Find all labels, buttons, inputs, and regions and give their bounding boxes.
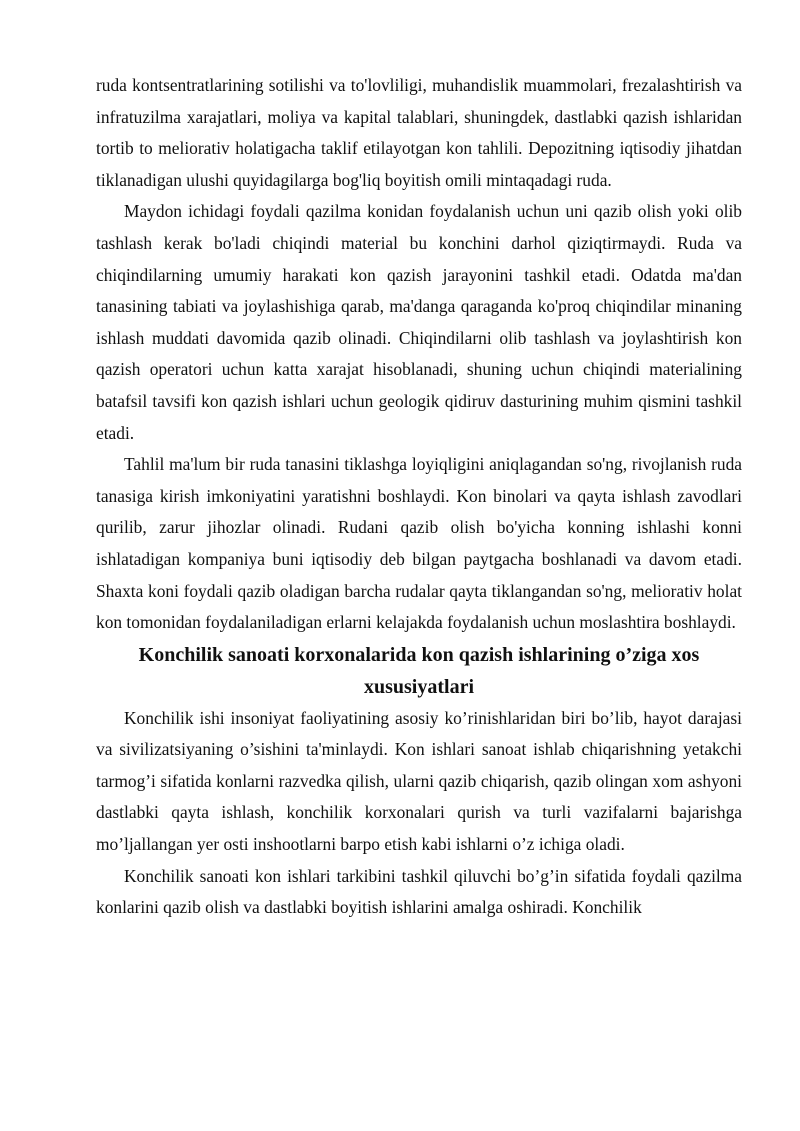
section-heading: Konchilik sanoati korxonalarida kon qazish ishlarining o’ziga xos xususiyatlari: [138, 643, 700, 698]
paragraph-2: Maydon ichidagi foydali qazilma konidan foydalanish uchun uni qazib olish yoki olib tashlash kerak bo'ladi chiqindi material bu konchini darhol qiziqtirmaydi. Ruda va chiqindilarning umumiy harakati kon qazish jarayonini tashkil etadi. Odatda ma'dan tanasining tabiati va joylashishiga qarab, ma'danga qaraganda ko'proq chiqindilar minaning ishlash muddati davomida qazib olinadi. Chiqindilarni olib tashlash va joylashtirish kon qazish operatori uchun katta xarajat hisoblanadi, shuning uchun chiqindi materialining batafsil tavsifi kon qazish ishlari uchun geologik qidiruv dasturining muhim qismini tashkil etadi.: [96, 201, 742, 443]
paragraph-3: Tahlil ma'lum bir ruda tanasini tiklashga loyiqligini aniqlagandan so'ng, rivojlanish ruda tanasiga kirish imkoniyatini yaratishni boshlaydi. Kon binolari va qayta ishlash zavodlari qurilib, zarur jihozlar olinadi. Rudani qazib olish bo'yicha konning ishlashi konni ishlatadigan kompaniya buni iqtisodiy deb bilgan paytgacha boshlanadi va davom etadi. Shaxta koni foydali qazib oladigan barcha rudalar qayta tiklangandan so'ng, meliorativ holat kon tomonidan foydalaniladigan erlarni kelajakda foydalanish uchun moslashtira boshlaydi.: [96, 454, 742, 633]
paragraph-4: Konchilik ishi insoniyat faoliyatining asosiy ko’rinishlaridan biri bo’lib, hayot darajasi va sivilizatsiyaning o’sishini ta'minlaydi. Kon ishlari sanoat ishlab chiqarishning yetakchi tarmog’i sifatida konlarni razvedka qilish, ularni qazib chiqarish, qazib olingan xom ashyoni dastlabki qayta ishlash, konchilik korxonalari qurish va turli vazifalarni bajarishga mo’ljallangan yer osti inshootlarni barpo etish kabi ishlarni o’z ichiga oladi.: [96, 707, 742, 855]
document-page: [96, 70, 742, 924]
paragraph-1: ruda kontsentratlarining sotilishi va to'lovliligi, muhandislik muammolari, frezalashtirish va infratuzilma xarajatlari, moliya va kapital talablari, shuningdek, dastlabki qazish ishlaridan tortib to meliorativ holatigacha taklif etilayotgan kon tahlili. Depozitning iqtisodiy jihatdan tiklanadigan ulushi quyidagilarga bog'liq boyitish omili mintaqadagi ruda.: [96, 75, 742, 190]
paragraph-5: Konchilik sanoati kon ishlari tarkibini tashkil qiluvchi bo’g’in sifatida foydali qazilma konlarini qazib olish va dastlabki boyitish ishlarini amalga oshiradi. Konchilik: [96, 865, 742, 918]
